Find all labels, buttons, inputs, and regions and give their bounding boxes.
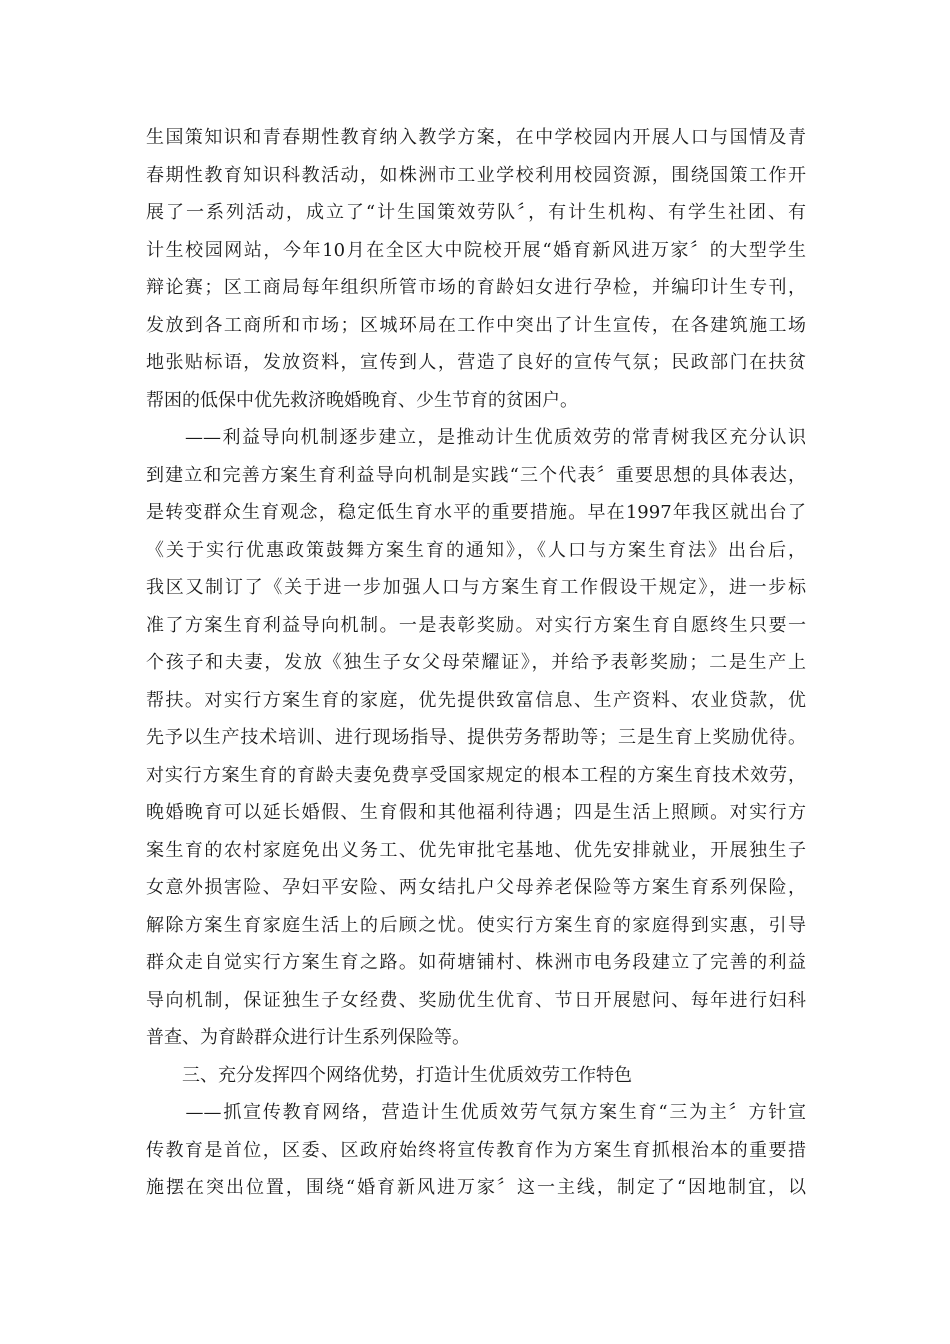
- text-line: 地张贴标语，发放资料，宣传到人，营造了良好的宣传气氛；民政部门在扶贫: [146, 352, 806, 373]
- text-line: 计生校园网站，今年10月在全区大中院校开展“婚育新风进万家〞的大型学生: [146, 239, 806, 261]
- text-line: 传教育是首位，区委、区政府始终将宣传教育作为方案生育抓根治本的重要措: [146, 1139, 806, 1161]
- text-line: ——利益导向机制逐步建立，是推动计生优质效劳的常青树我区充分认识: [146, 427, 806, 448]
- text-line: 晚婚晚育可以延长婚假、生育假和其他福利待遇；四是生活上照顾。对实行方: [146, 802, 806, 823]
- text-line: 辩论赛；区工商局每年组织所管市场的育龄妇女进行孕检，并编印计生专刊，: [146, 277, 806, 298]
- text-line: 生国策知识和青春期性教育纳入教学方案，在中学校园内开展人口与国情及青: [146, 127, 806, 148]
- text-line: 导向机制，保证独生子女经费、奖励优生优育、节日开展慰问、每年进行妇科: [146, 989, 806, 1011]
- text-line: 《关于实行优惠政策鼓舞方案生育的通知》，《人口与方案生育法》出台后，: [146, 539, 806, 561]
- text-line: ——抓宣传教育网络，营造计生优质效劳气氛方案生育“三为主〞方针宣: [146, 1102, 806, 1123]
- text-line: 对实行方案生育的育龄夫妻免费享受国家规定的根本工程的方案生育技术效劳，: [146, 764, 806, 786]
- text-line: 普查、为育龄群众进行计生系列保险等。: [146, 1027, 470, 1048]
- text-line: 是转变群众生育观念，稳定低生育水平的重要措施。早在1997年我区就出台了: [146, 502, 806, 523]
- text-line: 展了一系列活动，成立了“计生国策效劳队〞，有计生机构、有学生社团、有: [146, 202, 806, 223]
- text-line: 到建立和完善方案生育利益导向机制是实践“三个代表〞重要思想的具体表达，: [146, 464, 806, 486]
- text-line: 春期性教育知识科教活动，如株洲市工业学校利用校园资源，围绕国策工作开: [146, 164, 806, 186]
- text-line: 先予以生产技术培训、进行现场指导、提供劳务帮助等；三是生育上奖励优待。: [146, 727, 806, 748]
- text-line: 帮扶。对实行方案生育的家庭，优先提供致富信息、生产资料、农业贷款，优: [146, 689, 806, 711]
- body-text: [146, 119, 806, 1207]
- text-line: 群众走自觉实行方案生育之路。如荷塘铺村、株洲市电务段建立了完善的利益: [146, 952, 806, 973]
- text-line: 女意外损害险、孕妇平安险、两女结扎户父母养老保险等方案生育系列保险，: [146, 877, 806, 898]
- text-line: 解除方案生育家庭生活上的后顾之忧。使实行方案生育的家庭得到实惠，引导: [146, 914, 806, 936]
- text-line: 我区又制订了《关于进一步加强人口与方案生育工作假设干规定》，进一步标: [146, 577, 806, 598]
- text-line: 准了方案生育利益导向机制。一是表彰奖励。对实行方案生育自愿终生只要一: [146, 614, 806, 636]
- text-line: 三、充分发挥四个网络优势，打造计生优质效劳工作特色: [146, 1064, 632, 1086]
- text-line: 案生育的农村家庭免出义务工、优先审批宅基地、优先安排就业，开展独生子: [146, 839, 806, 861]
- text-line: 个孩子和夫妻，发放《独生子女父母荣耀证》，并给予表彰奖励；二是生产上: [146, 652, 806, 673]
- text-line: 发放到各工商所和市场；区城环局在工作中突出了计生宣传，在各建筑施工场: [146, 314, 806, 336]
- text-line: 帮困的低保中优先救济晚婚晚育、少生节育的贫困户。: [146, 389, 578, 411]
- text-line: 施摆在突出位置，围绕“婚育新风进万家〞这一主线，制定了“因地制宜，以: [146, 1177, 806, 1198]
